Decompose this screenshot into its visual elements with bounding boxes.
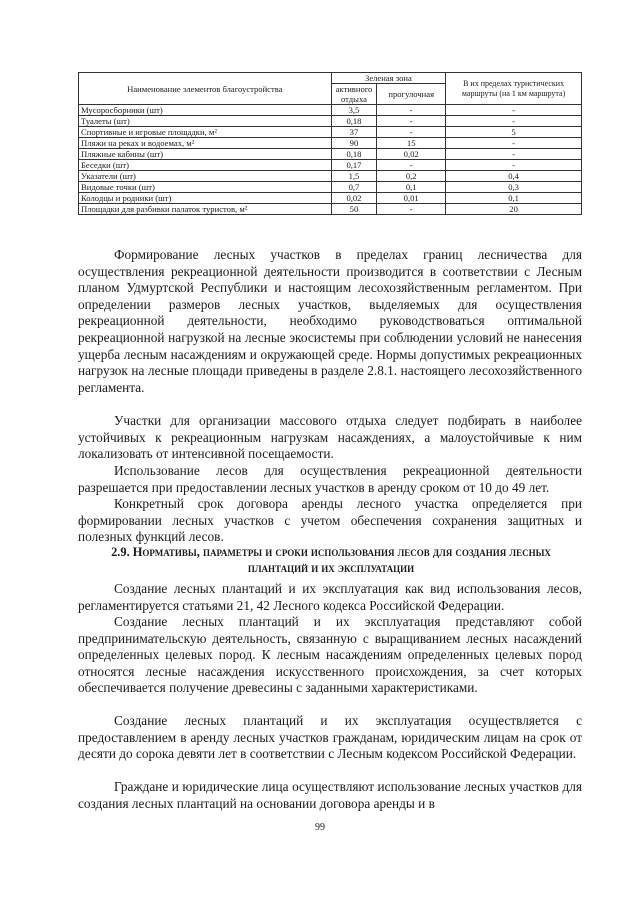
- col-header-name: Наименование элементов благоустройства: [79, 73, 332, 105]
- table-row: [79, 116, 582, 127]
- table-row: [79, 171, 582, 182]
- row-walking: 15: [377, 138, 446, 149]
- col-header-active: активного отдыха: [331, 84, 377, 105]
- row-name: Спортивные и игровые площадки, м²: [79, 127, 332, 138]
- row-walking: -: [377, 105, 446, 116]
- table-row: [79, 105, 582, 116]
- amenities-table: [78, 72, 582, 215]
- row-walking: -: [377, 116, 446, 127]
- row-walking: -: [377, 160, 446, 171]
- row-name: Колодцы и родники (шт): [79, 193, 332, 204]
- table-row: [79, 204, 582, 215]
- row-name: Пляжные кабины (шт): [79, 149, 332, 160]
- row-name: Указатели (шт): [79, 171, 332, 182]
- paragraph-contract-term: Конкретный срок договора аренды лесного участка определяется при формировании лесных участков с учетом обеспечения сохранения защитных и полезных функций лесов.: [78, 496, 582, 545]
- row-active: 0,18: [331, 116, 377, 127]
- row-active: 0,17: [331, 160, 377, 171]
- table-row: [79, 149, 582, 160]
- row-active: 3,5: [331, 105, 377, 116]
- paragraph-plantation-regulation: Создание лесных плантаций и их эксплуатация как вид использования лесов, регламентируется статьями 21, 42 Лесного кодекса Российской Федерации.: [78, 581, 582, 613]
- col-header-walking: прогулочная: [377, 84, 446, 105]
- paragraph-plantation-lease: Создание лесных плантаций и их эксплуатация осуществляется с предоставлением в аренду лесных участков гражданам, юридическим лицам на срок от десяти до сорока девяти лет в соответствии с Лесным кодексом Российской Федерации.: [78, 713, 582, 762]
- row-routes: -: [446, 105, 582, 116]
- paragraph-plantation-definition: Создание лесных плантаций и их эксплуатация представляют собой предпринимательскую деятельность, связанную с выращиванием лесных насаждений определенных целевых пород. К лесным насаждениям определенных целевых пород относятся лесные насаждения искусственного происхождения, за счет которых обеспечивается получение древесины с заданными характеристиками.: [78, 614, 582, 696]
- col-header-green-zone: Зеленая зона: [331, 73, 445, 84]
- row-routes: 0,1: [446, 193, 582, 204]
- row-walking: -: [377, 204, 446, 215]
- table-row: [79, 160, 582, 171]
- row-active: 37: [331, 127, 377, 138]
- paragraph-lot-formation: Формирование лесных участков в пределах границ лесничества для осуществления рекреационной деятельности производится в соответствии с Лесным планом Удмуртской Республики и настоящим лесохозяйственным регламентом. При определении размеров лесных участков, выделяемых для осуществления рекреационной деятельности, необходимо руководствоваться оптимальной рекреационной нагрузкой на лесные экосистемы при соблюдении условий не нанесения ущерба лесным насаждениям и окружающей среде. Нормы допустимых рекреационных нагрузок на лесные площади приведены в разделе 2.8.1. настоящего лесохозяйственного регламента.: [78, 247, 582, 395]
- table-row: [79, 138, 582, 149]
- row-routes: -: [446, 116, 582, 127]
- paragraph-citizens: Граждане и юридические лица осуществляют использование лесных участков для создания лесных плантаций на основании договора аренды и в: [78, 779, 582, 811]
- paragraph-lease-term: Использование лесов для осуществления рекреационной деятельности разрешается при предоставлении лесных участков в аренду сроком от 10 до 49 лет.: [78, 463, 582, 495]
- row-name: Пляжи на реках и водоемах, м²: [79, 138, 332, 149]
- row-active: 0,18: [331, 149, 377, 160]
- row-active: 0,7: [331, 182, 377, 193]
- row-routes: -: [446, 160, 582, 171]
- row-routes: -: [446, 138, 582, 149]
- paragraph-mass-recreation: Участки для организации массового отдыха следует подбирать в наиболее устойчивых к рекреационным нагрузкам насаждениях, а малоустойчивые к ним локализовать от интенсивной посещаемости.: [78, 413, 582, 462]
- row-walking: 0,2: [377, 171, 446, 182]
- row-active: 0,02: [331, 193, 377, 204]
- row-routes: 5: [446, 127, 582, 138]
- row-active: 90: [331, 138, 377, 149]
- row-active: 1,5: [331, 171, 377, 182]
- table-row: [79, 182, 582, 193]
- row-name: Мусоросборники (шт): [79, 105, 332, 116]
- row-routes: 0,4: [446, 171, 582, 182]
- row-walking: 0,01: [377, 193, 446, 204]
- page-number: 99: [315, 822, 325, 833]
- row-routes: 0,3: [446, 182, 582, 193]
- row-name: Видовые точки (шт): [79, 182, 332, 193]
- row-name: Туалеты (шт): [79, 116, 332, 127]
- table-row: [79, 127, 582, 138]
- row-name: Площадки для разбивки палаток туристов, м²: [79, 204, 332, 215]
- row-routes: -: [446, 149, 582, 160]
- col-header-routes: В их пределах туристических маршруты (на 1 км маршрута): [446, 73, 582, 105]
- row-walking: -: [377, 127, 446, 138]
- row-walking: 0,1: [377, 182, 446, 193]
- row-name: Беседки (шт): [79, 160, 332, 171]
- row-active: 50: [331, 204, 377, 215]
- section-heading: 2.9. Нормативы, параметры и сроки использования лесов для создания лесных плантаций и их эксплуатации: [111, 545, 551, 575]
- table-row: [79, 193, 582, 204]
- row-walking: 0,02: [377, 149, 446, 160]
- row-routes: 20: [446, 204, 582, 215]
